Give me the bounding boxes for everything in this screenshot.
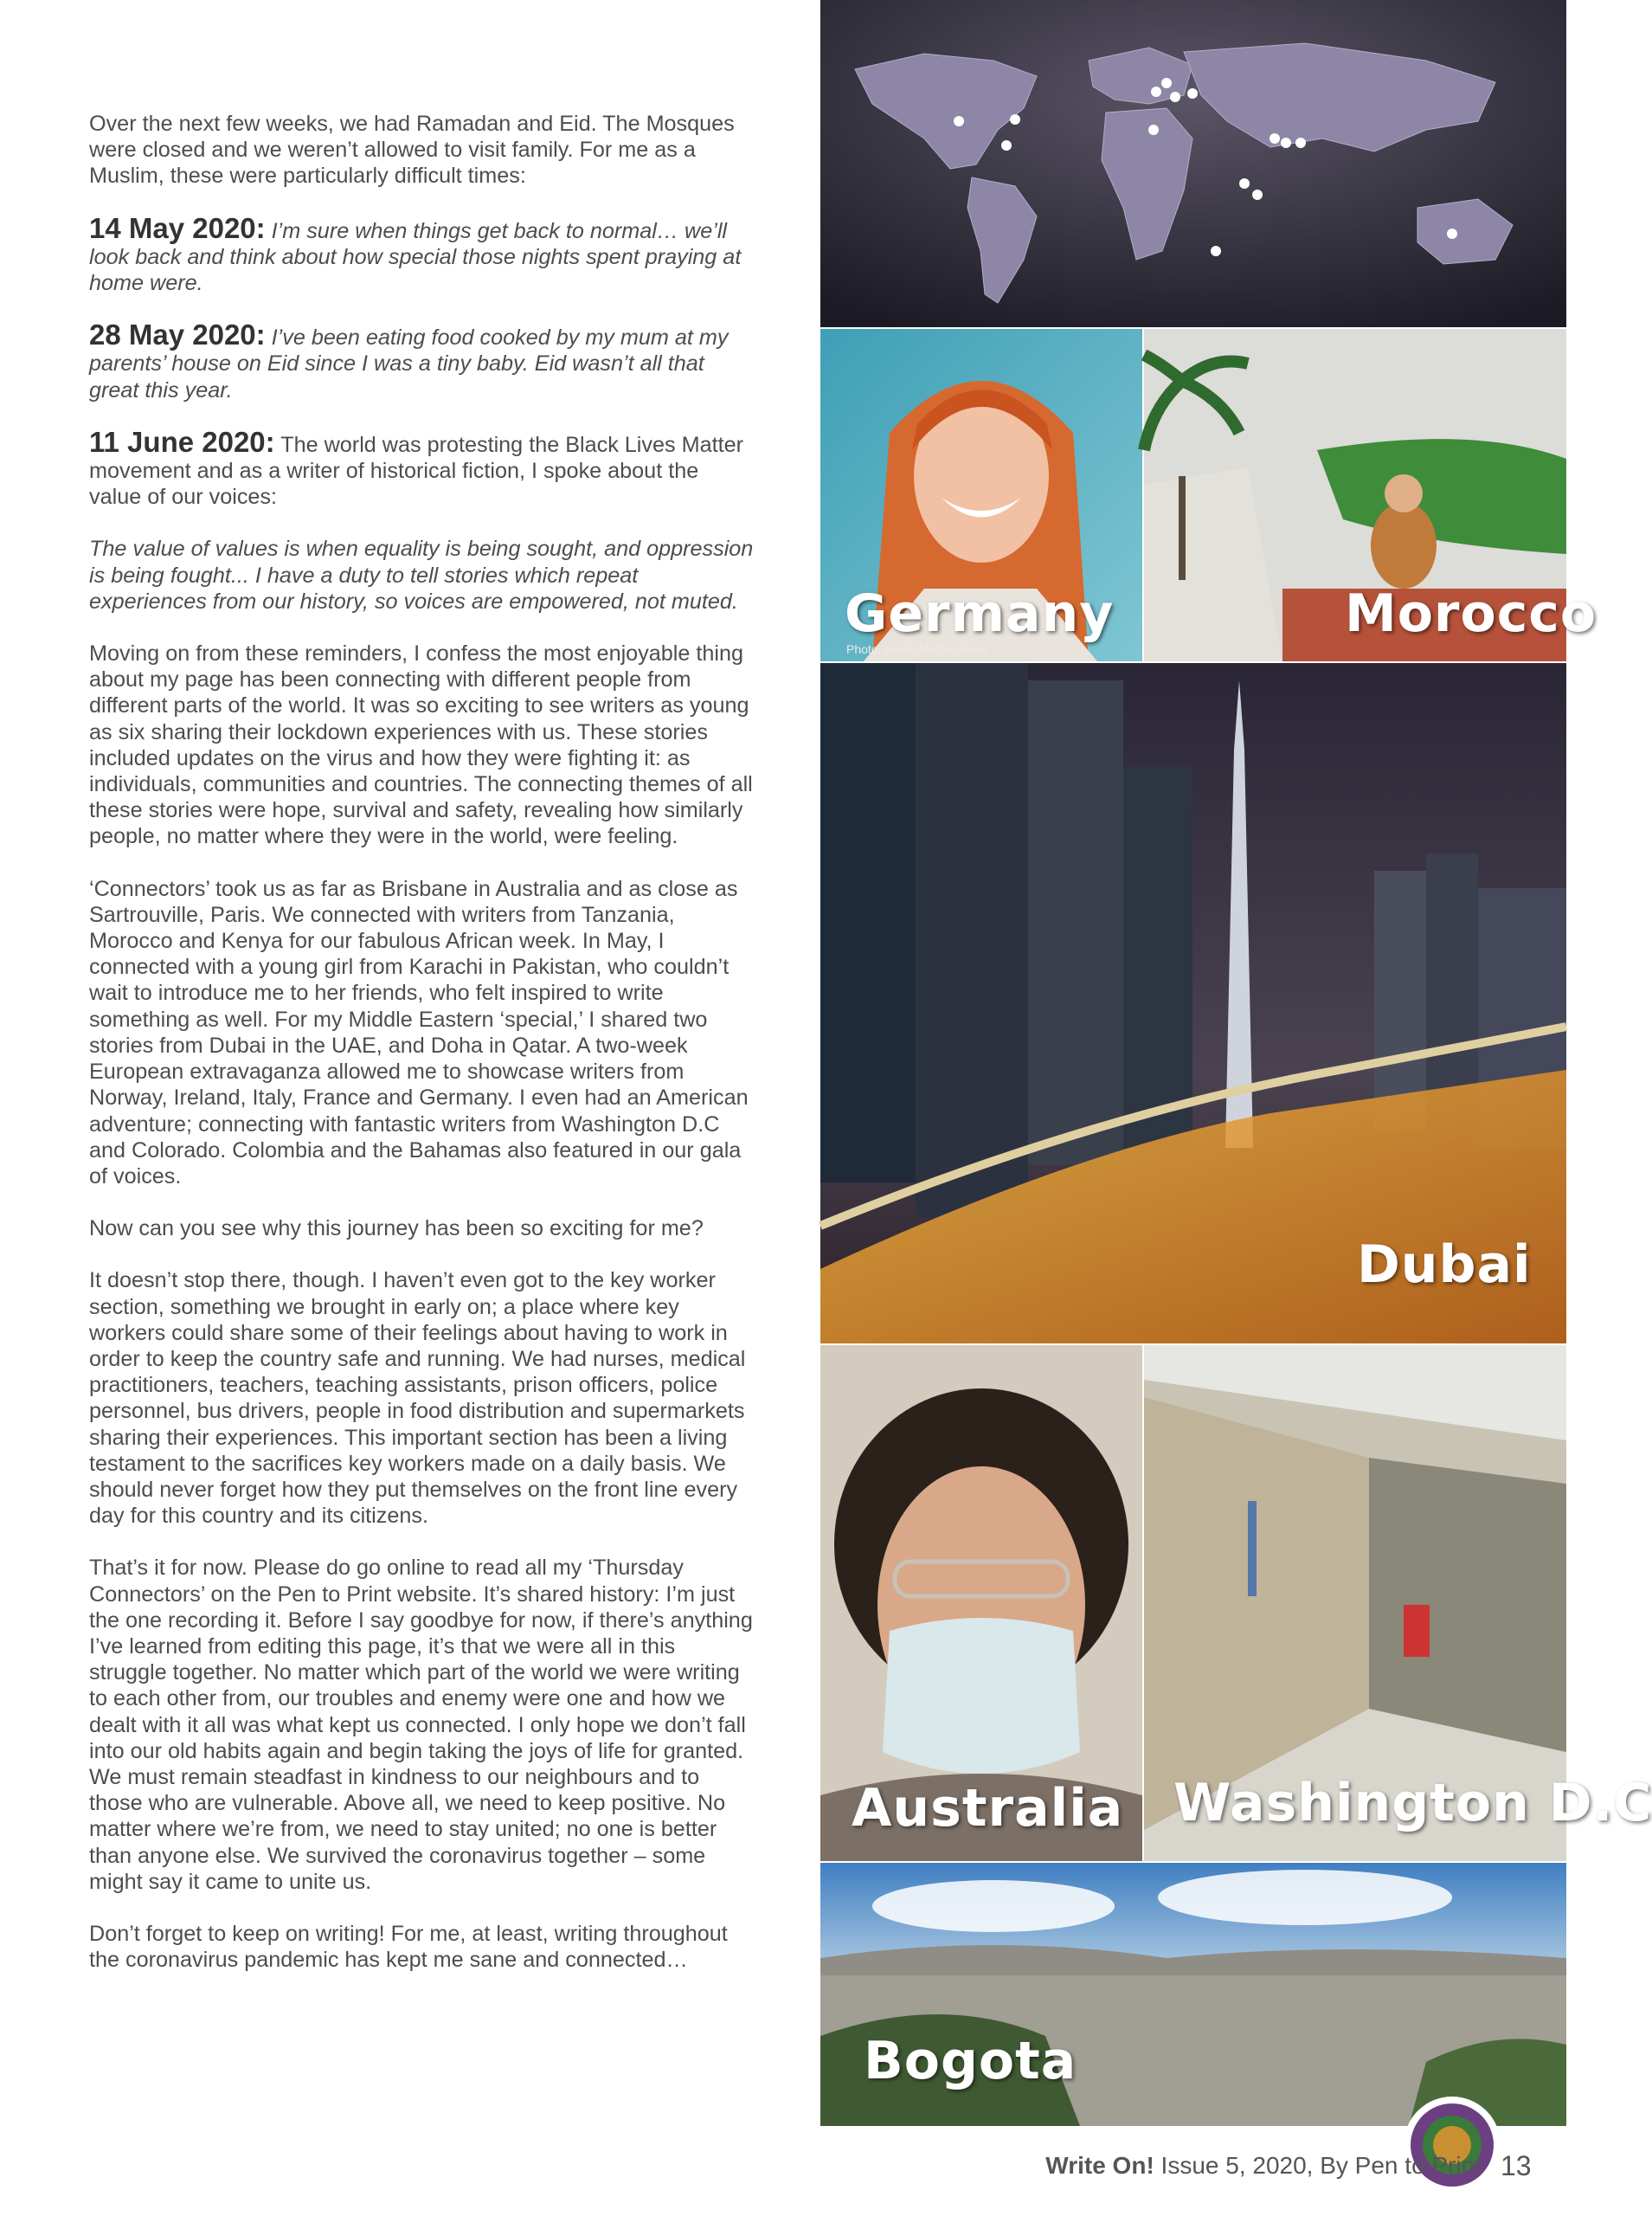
page-footer — [1045, 2152, 1482, 2180]
diary-entry-11-june — [89, 425, 755, 511]
washington-label: Washington D.C — [1173, 1773, 1652, 1833]
entry-text: The world was protesting the Black Lives Matter movement and as a writer of historical fiction, I spoke about the value of our voices: — [89, 432, 743, 510]
article-body — [89, 111, 755, 1999]
australia-label: Australia — [852, 1778, 1124, 1839]
paragraph-key-workers: It doesn’t stop there, though. I haven’t even got to the key worker section, something we brought in early on; a place where key workers could share some of their feelings about having to work in order to keep the country safe and running. We had nurses, medical practitioners, teachers, teaching assistants, prison officers, police personnel, bus drivers, people in food distribution and supermarkets sharing their experiences. This important section has been a living testament to the sacrifices key workers made on a daily basis. We should never forget how they put themselves on the front line every day for this country and its citizens. — [89, 1268, 746, 1529]
quote: The value of values is when equality is being sought, and oppression is being fought... I have a duty to tell stories which repeat experiences from our history, so voices are empowered, not muted. — [89, 537, 754, 614]
paragraph-intro: Over the next few weeks, we had Ramadan and Eid. The Mosques were closed and we weren’t allowed to visit family. For me as a Muslim, these were particularly difficult times: — [89, 112, 735, 189]
entry-date: 14 May 2020: — [89, 211, 266, 244]
bogota-photo — [820, 1863, 1566, 2126]
photo-credit: Photo: Kevin McCutcheon — [846, 642, 987, 656]
world-map-image — [820, 0, 1566, 327]
paragraph-connectors: ‘Connectors’ took us as far as Brisbane in Australia and as close as Sartrouville, Paris. We connected with writers from Tanzania, Morocco and Kenya for our fabulous African week. In May, I connected with a young girl from Karachi in Pakistan, who couldn’t wait to introduce me to her friends, who felt inspired to write something as well. For my Middle Eastern ‘special,’ I shared two stories from Dubai in the UAE, and Doha in Qatar. A two-week European extravaganza allowed me to showcase writers from Norway, Ireland, Italy, France and Germany. I even had an American adventure; connecting with fantastic writers from Washington D.C and Colorado. Colombia and the Bahamas also featured in our gala of voices. — [89, 876, 749, 1189]
diary-entry-14-may — [89, 211, 755, 297]
page-number: 13 — [1501, 2150, 1532, 2181]
bogota-label: Bogota — [864, 2031, 1077, 2091]
entry-date: 11 June 2020: — [89, 425, 275, 458]
morocco-photo — [1144, 329, 1597, 661]
paragraph-journey: Now can you see why this journey has been so exciting for me? — [89, 1216, 704, 1241]
australia-photo — [820, 1345, 1142, 1861]
germany-label: Germany — [845, 583, 1115, 644]
dubai-photo — [820, 663, 1566, 1343]
dubai-label: Dubai — [1357, 1234, 1532, 1295]
paragraph-final: Don’t forget to keep on writing! For me, at least, writing throughout the coronavirus pandemic has kept me sane and connected… — [89, 1921, 728, 1973]
germany-photo — [820, 329, 1142, 661]
magazine-brand: Write On! — [1045, 2152, 1154, 2179]
washington-photo — [1144, 1345, 1652, 1861]
entry-text: I’m sure when things get back to normal… we’ll look back and think about how special those nights spent praying at home were. — [89, 218, 742, 296]
entry-text: I’ve been eating food cooked by my mum at my parents’ house on Eid since I was a tiny baby. Eid wasn’t all that great this year. — [89, 325, 729, 403]
issue-info: Issue 5, 2020, By Pen to Print — [1160, 2152, 1482, 2179]
paragraph-connecting: Moving on from these reminders, I confess the most enjoyable thing about my page has been connecting with different people from different parts of the world. It was so exciting to see writers as young as six sharing their lockdown experiences with us. These stories included updates on the virus and how they were fighting it: as individuals, communities and countries. The connecting themes of all these stories were hope, survival and safety, revealing how similarly people, no matter where they were in the world, were feeling. — [89, 641, 753, 849]
diary-entry-28-may — [89, 319, 755, 403]
morocco-label: Morocco — [1345, 583, 1597, 644]
connectors-logo — [1402, 2095, 1502, 2195]
entry-date: 28 May 2020: — [89, 319, 266, 351]
paragraph-closing: That’s it for now. Please do go online to read all my ‘Thursday Connectors’ on the Pen to Print website. It’s shared history: I’m just the one recording it. Before I say goodbye for now, if there’s anything I’ve learned from editing this page, it’s that we were all in this struggle together. No matter which part of the world we were writing to each other from, our troubles and enemy were one and how we dealt with it all was what kept us connected. I only hope we don’t fall into our old habits again and begin taking the joys of life for granted. We must remain steadfast in kindness to our neighbours and to those who are vulnerable. Above all, we need to keep positive. No matter where we’re from, we need to stay united; no one is better than anyone else. We survived the coronavirus together – some might say it came to unite us. — [89, 1556, 753, 1894]
